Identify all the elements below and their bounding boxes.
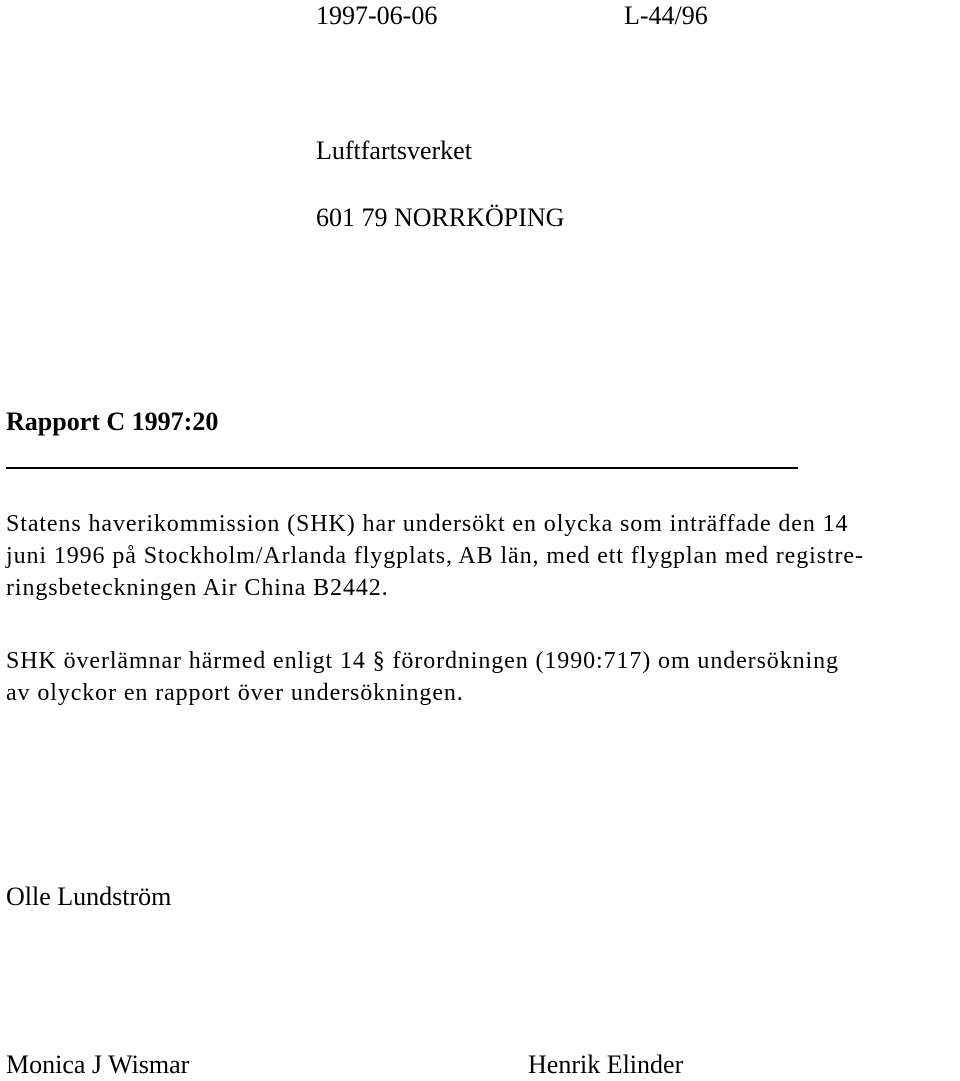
paragraph-line: SHK överlämnar härmed enligt 14 § förordningen (1990:717) om undersökning xyxy=(6,648,839,674)
recipient-address: 601 79 NORRKÖPING xyxy=(316,203,565,232)
paragraph-line: Statens haverikommission (SHK) har undersökt en olycka som inträffade den 14 xyxy=(6,511,849,537)
report-title: Rapport C 1997:20 xyxy=(6,407,219,436)
recipient-name: Luftfartsverket xyxy=(316,136,472,165)
document-date: 1997-06-06 xyxy=(316,1,438,30)
signature-third: Henrik Elinder xyxy=(528,1050,684,1079)
paragraph-line: av olyckor en rapport över undersökningen. xyxy=(6,680,464,706)
paragraph-line: ringsbeteckningen Air China B2442. xyxy=(6,575,389,601)
horizontal-rule xyxy=(6,467,798,469)
signature-first: Olle Lundström xyxy=(6,882,172,911)
paragraph-line: juni 1996 på Stockholm/Arlanda flygplats, AB län, med ett flygplan med registre- xyxy=(6,543,864,569)
paragraph-investigation xyxy=(6,508,958,604)
document-reference: L-44/96 xyxy=(624,1,708,30)
paragraph-submission xyxy=(6,645,958,709)
signature-second: Monica J Wismar xyxy=(6,1050,190,1079)
